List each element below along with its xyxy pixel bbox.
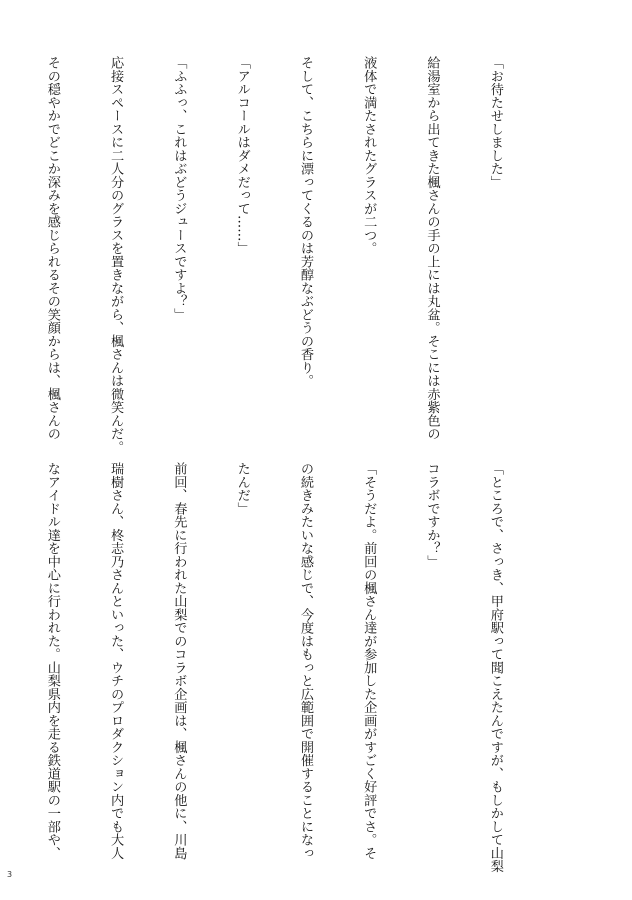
upper-text-block xyxy=(44,56,548,454)
text-line: なアイドル達を中心に行われた。山梨県内を走る鉄道駅の一部や、 xyxy=(44,462,60,860)
page-number: 3 xyxy=(7,870,13,879)
text-line: 「ところで、さっき、甲府駅って聞こえたんですが、もしかして山梨 xyxy=(487,462,503,873)
text-line: 給湯室から出てきた楓さんの手の上には丸盆。そこには赤紫色の xyxy=(424,56,440,441)
lower-text-block xyxy=(44,462,548,873)
text-line: 応接スペースに二人分のグラスを置きながら、楓さんは微笑んだ。 xyxy=(108,56,124,454)
text-line: コラボですか？」 xyxy=(424,462,440,568)
text-line: 「そうだよ。前回の楓さん達が参加した企画がすごく好評でさ。そ xyxy=(361,462,377,860)
text-line: 「ふふっ、これはぶどうジュースですよ？」 xyxy=(171,56,187,321)
text-line: その穏やかでどこか深みを感じられるその笑顔からは、楓さんの xyxy=(44,56,60,441)
text-line: 瑞樹さん、柊志乃さんといった、ウチのプロダクション内でも大人 xyxy=(108,462,124,860)
text-line: 「アルコールはダメだって……」 xyxy=(234,56,250,255)
text-line: の続きみたいな感じで、今度はもっと広範囲で開催することになっ xyxy=(297,462,313,860)
text-line: 前回、春先に行われた山梨でのコラボ企画は、楓さんの他に、川島 xyxy=(171,462,187,860)
text-line: 「お待たせしました」 xyxy=(487,56,503,189)
text-line: 液体で満たされたグラスが二つ。 xyxy=(361,56,377,255)
text-line: たんだ」 xyxy=(234,462,250,515)
text-line: そして、こちらに漂ってくるのは芳醇なぶどうの香り。 xyxy=(297,56,313,388)
